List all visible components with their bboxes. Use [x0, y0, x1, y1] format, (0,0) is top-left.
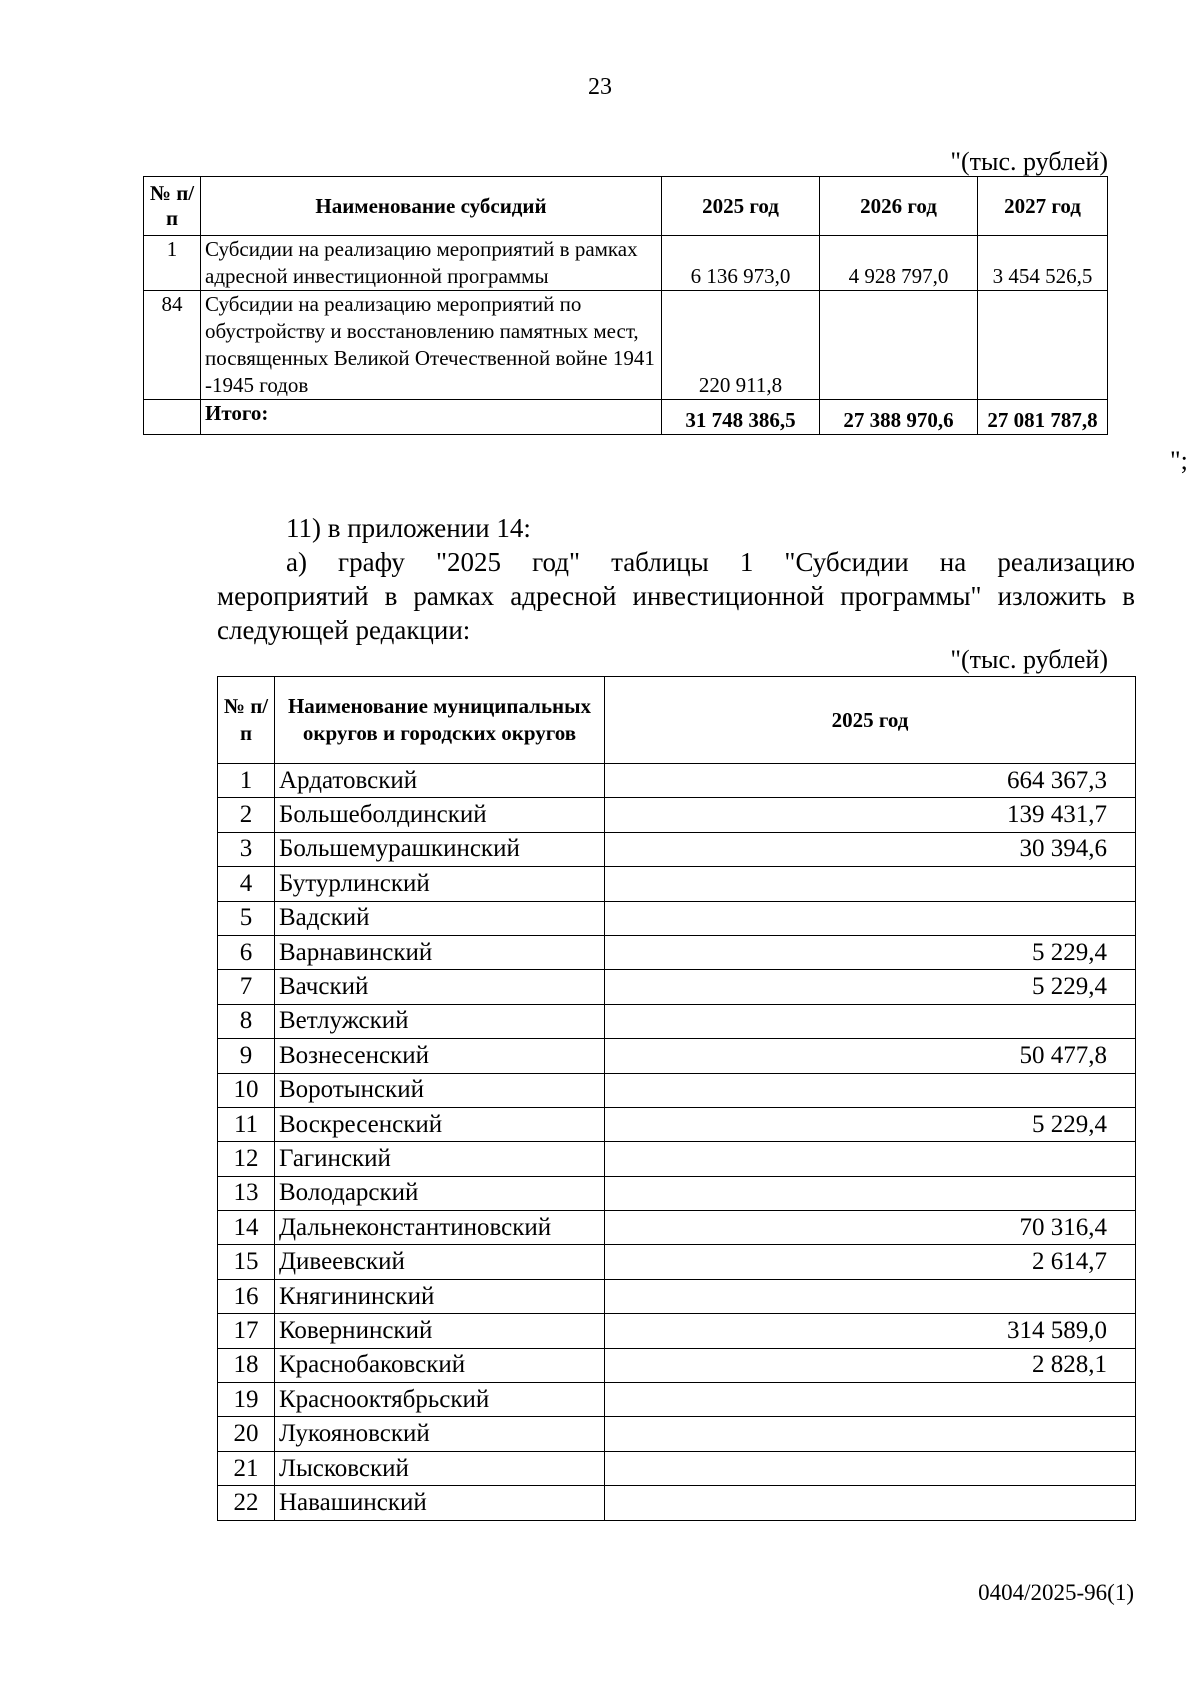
- row-num: 5: [218, 901, 275, 935]
- row-2025: 5 229,4: [605, 970, 1136, 1004]
- row-name: Субсидии на реализацию мероприятий в рамках адресной инвестиционной программы: [201, 236, 662, 291]
- row-2025: 2 614,7: [605, 1245, 1136, 1279]
- row-name: Варнавинский: [275, 935, 605, 969]
- row-name: Краснобаковский: [275, 1348, 605, 1382]
- header-num: № п/п: [218, 677, 275, 764]
- row-num: 7: [218, 970, 275, 1004]
- row-num: 6: [218, 935, 275, 969]
- total-empty-cell: [144, 400, 201, 435]
- row-2025: [605, 1383, 1136, 1417]
- table-row: [218, 867, 1136, 901]
- table-row: [218, 1348, 1136, 1382]
- table-row: [218, 1142, 1136, 1176]
- header-2026: 2026 год: [820, 177, 978, 236]
- row-num: 4: [218, 867, 275, 901]
- table-header-row: [144, 177, 1108, 236]
- row-name: Большеболдинский: [275, 798, 605, 832]
- row-num: 9: [218, 1039, 275, 1073]
- row-num: 1: [144, 236, 201, 291]
- row-2025: 2 828,1: [605, 1348, 1136, 1382]
- row-num: 17: [218, 1314, 275, 1348]
- municipal-districts-table: [217, 676, 1136, 1521]
- row-2025: 139 431,7: [605, 798, 1136, 832]
- municipal-districts-body: [218, 764, 1136, 1521]
- table-header-row: [218, 677, 1136, 764]
- row-2027: 3 454 526,5: [978, 236, 1108, 291]
- header-2027: 2027 год: [978, 177, 1108, 236]
- table-row: [218, 1004, 1136, 1038]
- row-2025: 220 911,8: [662, 291, 820, 400]
- table-row: [218, 1383, 1136, 1417]
- paragraph-instruction-rest: мероприятий в рамках адресной инвестиционной программы" изложить в следующей редакции:: [217, 581, 1135, 645]
- row-num: 10: [218, 1073, 275, 1107]
- table-row: [218, 1486, 1136, 1520]
- table-row: [218, 1211, 1136, 1245]
- row-2025: 5 229,4: [605, 1107, 1136, 1141]
- table-row: [218, 1245, 1136, 1279]
- paragraph-instruction: [217, 545, 1135, 647]
- row-2026: 4 928 797,0: [820, 236, 978, 291]
- row-num: 11: [218, 1107, 275, 1141]
- row-2025: 30 394,6: [605, 832, 1136, 866]
- table-row: [218, 970, 1136, 1004]
- row-2025: [605, 1004, 1136, 1038]
- header-2025: 2025 год: [662, 177, 820, 236]
- row-name: Княгининский: [275, 1279, 605, 1313]
- table-row: [218, 1451, 1136, 1485]
- row-2025: 5 229,4: [605, 935, 1136, 969]
- table-row: [218, 1314, 1136, 1348]
- row-name: Краснооктябрьский: [275, 1383, 605, 1417]
- table-row: [144, 291, 1108, 400]
- row-2025: 50 477,8: [605, 1039, 1136, 1073]
- row-2025: 70 316,4: [605, 1211, 1136, 1245]
- row-2025: [605, 1279, 1136, 1313]
- row-name: Вадский: [275, 901, 605, 935]
- paragraph-instruction-line-1: а) графу "2025 год" таблицы 1 "Субсидии на реализацию: [286, 547, 1135, 577]
- row-name: Ветлужский: [275, 1004, 605, 1038]
- row-2025: 314 589,0: [605, 1314, 1136, 1348]
- table-row: [218, 1279, 1136, 1313]
- table-row: [218, 935, 1136, 969]
- row-num: 16: [218, 1279, 275, 1313]
- row-2026: [820, 291, 978, 400]
- table-row: [218, 798, 1136, 832]
- total-label: Итого:: [201, 400, 662, 435]
- table-row: [218, 832, 1136, 866]
- row-num: 19: [218, 1383, 275, 1417]
- row-name: Вачский: [275, 970, 605, 1004]
- page-number: 23: [588, 74, 612, 100]
- row-name: Воскресенский: [275, 1107, 605, 1141]
- header-name: Наименование муниципальных округов и городских округов: [275, 677, 605, 764]
- table-row: [218, 1107, 1136, 1141]
- unit-label-2: "(тыс. рублей): [950, 645, 1108, 674]
- table-row: [144, 236, 1108, 291]
- row-num: 84: [144, 291, 201, 400]
- row-name: Бутурлинский: [275, 867, 605, 901]
- row-num: 1: [218, 764, 275, 798]
- row-name: Воротынский: [275, 1073, 605, 1107]
- row-name: Ардатовский: [275, 764, 605, 798]
- row-name: Лысковский: [275, 1451, 605, 1485]
- row-num: 21: [218, 1451, 275, 1485]
- row-name: Дальнеконстантиновский: [275, 1211, 605, 1245]
- row-2025: [605, 901, 1136, 935]
- row-num: 18: [218, 1348, 275, 1382]
- total-2026: 27 388 970,6: [820, 400, 978, 435]
- row-name: Володарский: [275, 1176, 605, 1210]
- header-2025: 2025 год: [605, 677, 1136, 764]
- row-2025: [605, 867, 1136, 901]
- row-name: Субсидии на реализацию мероприятий по обустройству и восстановлению памятных мест, посвященных Великой Отечественной войне 1941 -1945 годов: [201, 291, 662, 400]
- row-name: Ковернинский: [275, 1314, 605, 1348]
- row-2025: 664 367,3: [605, 764, 1136, 798]
- table-row: [218, 1417, 1136, 1451]
- row-2025: 6 136 973,0: [662, 236, 820, 291]
- header-name: Наименование субсидий: [201, 177, 662, 236]
- row-2025: [605, 1176, 1136, 1210]
- row-2025: [605, 1142, 1136, 1176]
- row-num: 14: [218, 1211, 275, 1245]
- row-2025: [605, 1417, 1136, 1451]
- row-name: Навашинский: [275, 1486, 605, 1520]
- row-num: 12: [218, 1142, 275, 1176]
- row-name: Большемурашкинский: [275, 832, 605, 866]
- table-row: [218, 1039, 1136, 1073]
- header-num: № п/п: [144, 177, 201, 236]
- table-row: [218, 901, 1136, 935]
- table-row: [218, 1176, 1136, 1210]
- subsidies-summary-table: [143, 176, 1108, 435]
- row-name: Лукояновский: [275, 1417, 605, 1451]
- table-row: [218, 1073, 1136, 1107]
- row-num: 3: [218, 832, 275, 866]
- total-2027: 27 081 787,8: [978, 400, 1108, 435]
- row-2025: [605, 1451, 1136, 1485]
- total-row: [144, 400, 1108, 435]
- row-2025: [605, 1486, 1136, 1520]
- total-2025: 31 748 386,5: [662, 400, 820, 435]
- row-num: 13: [218, 1176, 275, 1210]
- row-name: Дивеевский: [275, 1245, 605, 1279]
- table-row: [218, 764, 1136, 798]
- row-2027: [978, 291, 1108, 400]
- row-2025: [605, 1073, 1136, 1107]
- row-num: 8: [218, 1004, 275, 1038]
- row-num: 2: [218, 798, 275, 832]
- row-num: 22: [218, 1486, 275, 1520]
- row-num: 20: [218, 1417, 275, 1451]
- row-name: Вознесенский: [275, 1039, 605, 1073]
- unit-label-1: "(тыс. рублей): [950, 147, 1108, 176]
- closing-quote-mark: ";: [1170, 446, 1188, 475]
- row-num: 15: [218, 1245, 275, 1279]
- paragraph-item-11: 11) в приложении 14:: [286, 513, 531, 543]
- document-code: 0404/2025-96(1): [978, 1580, 1134, 1605]
- row-name: Гагинский: [275, 1142, 605, 1176]
